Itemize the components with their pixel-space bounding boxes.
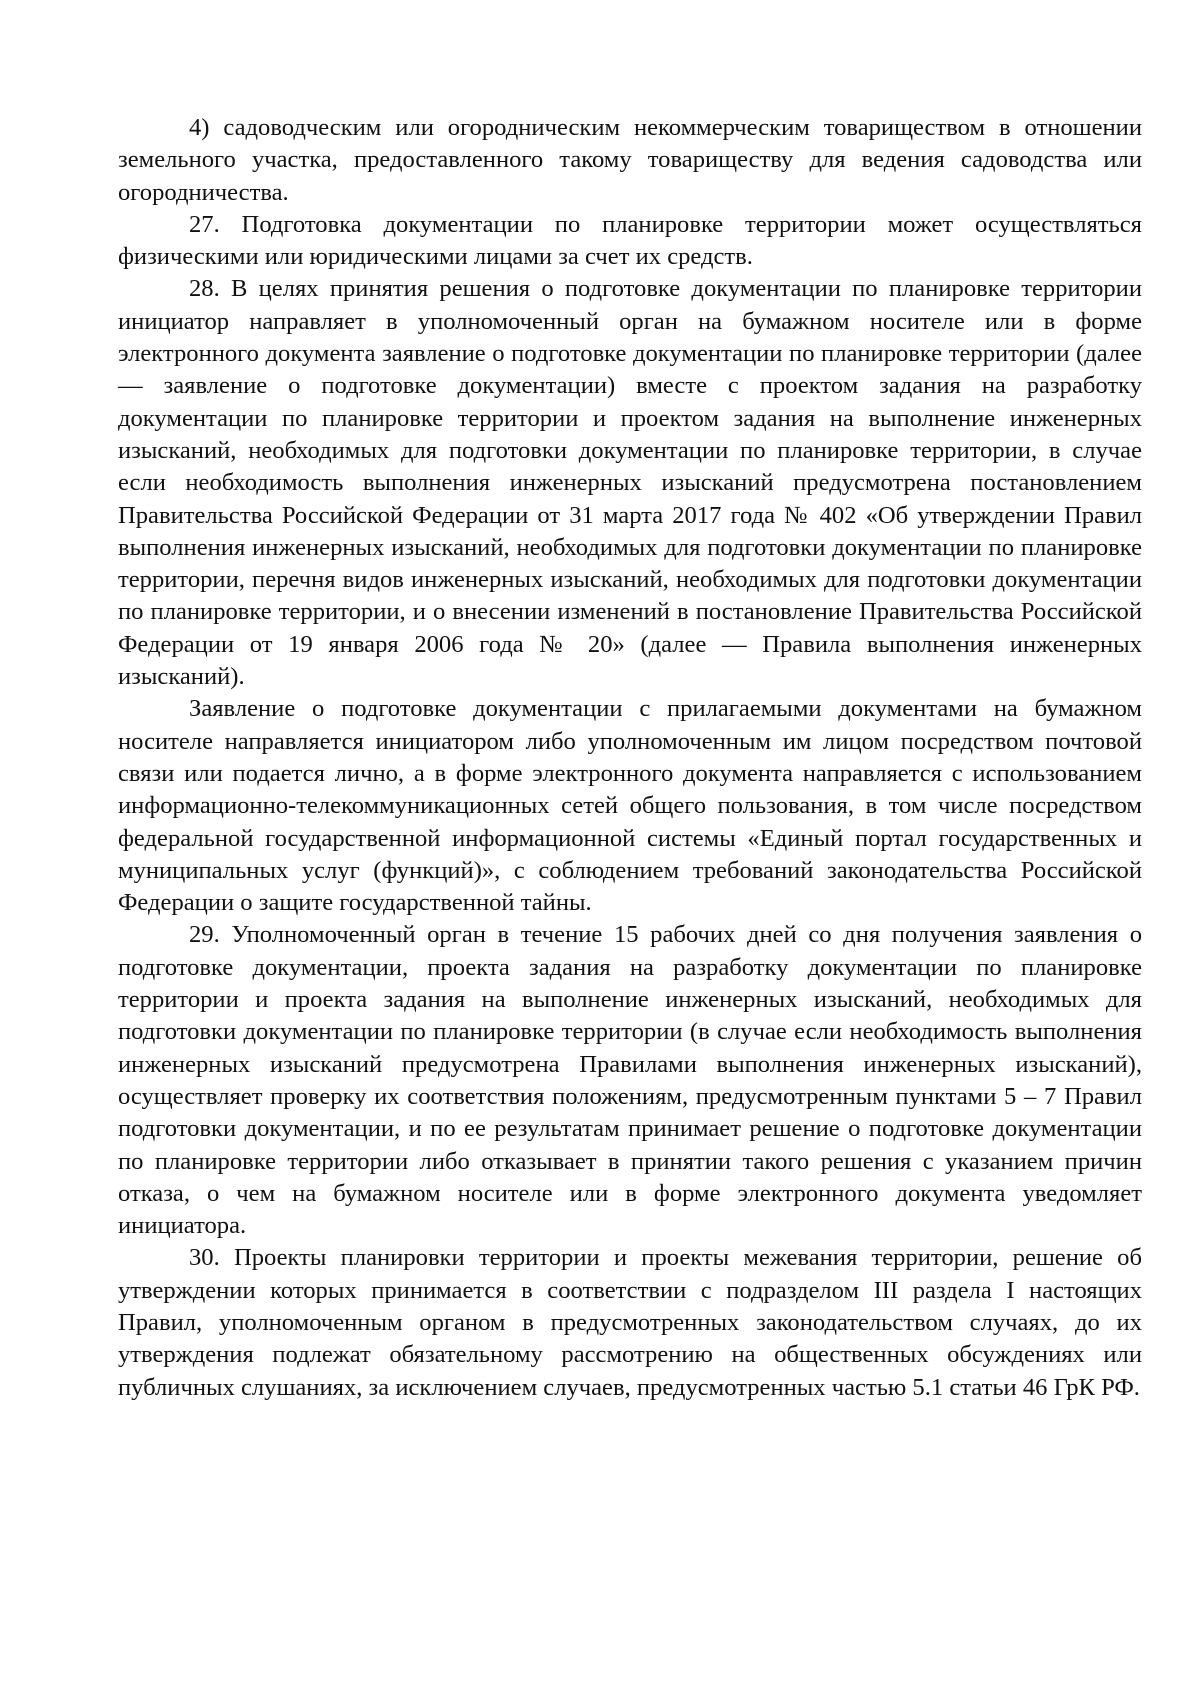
paragraph-27: 27. Подготовка документации по планировке территории может осуществляться физическими или юридическими лицами за счет их средств. bbox=[118, 210, 1142, 271]
paragraph-30: 30. Проекты планировки территории и проекты межевания территории, решение об утверждении которых принимается в соответствии с подразделом III раздела I настоящих Правил, уполномоченным органом в предусмотренных законодательством случаях, до их утверждения подлежат обязательному рассмотрению на общественных обсуждениях или публичных слушаниях, за исключением случаев, предусмотренных частью 5.1 статьи 46 ГрК РФ. bbox=[118, 1244, 1142, 1401]
document-page bbox=[118, 112, 1142, 1404]
paragraph-item-4: 4) садоводческим или огородническим некоммерческим товариществом в отношении земельного участка, предоставленного такому товариществу для ведения садоводства или огородничества. bbox=[118, 114, 1142, 206]
paragraph-28: 28. В целях принятия решения о подготовке документации по планировке территории инициатор направляет в уполномоченный орган на бумажном носителе или в форме электронного документа заявление о подготовке документации по планировке территории (далее — заявление о подготовке документации) вместе с проектом задания на разработку документации по планировке территории и проектом задания на выполнение инженерных изысканий, необходимых для подготовки документации по планировке территории, в случае если необходимость выполнения инженерных изысканий предусмотрена постановлением Правительства Российской Федерации от 31 марта 2017 года № 402 «Об утверждении Правил выполнения инженерных изысканий, необходимых для подготовки документации по планировке территории, перечня видов инженерных изысканий, необходимых для подготовки документации по планировке территории, и о внесении изменений в постановление Правительства Российской Федерации от 19 января 2006 года № 20» (далее — Правила выполнения инженерных изысканий). bbox=[118, 275, 1142, 691]
paragraph-28-continuation: Заявление о подготовке документации с прилагаемыми документами на бумажном носителе направляется инициатором либо уполномоченным им лицом посредством почтовой связи или подается лично, а в форме электронного документа направляется с использованием информационно-телекоммуникационных сетей общего пользования, в том числе посредством федеральной государственной информационной системы «Единый портал государственных и муниципальных услуг (функций)», с соблюдением требований законодательства Российской Федерации о защите государственной тайны. bbox=[118, 695, 1142, 917]
paragraph-29: 29. Уполномоченный орган в течение 15 рабочих дней со дня получения заявления о подготовке документации, проекта задания на разработку документации по планировке территории и проекта задания на выполнение инженерных изысканий, необходимых для подготовки документации по планировке территории (в случае если необходимость выполнения инженерных изысканий предусмотрена Правилами выполнения инженерных изысканий), осуществляет проверку их соответствия положениям, предусмотренным пунктами 5 – 7 Правил подготовки документации, и по ее результатам принимает решение о подготовке документации по планировке территории либо отказывает в принятии такого решения с указанием причин отказа, о чем на бумажном носителе или в форме электронного документа уведомляет инициатора. bbox=[118, 921, 1142, 1240]
